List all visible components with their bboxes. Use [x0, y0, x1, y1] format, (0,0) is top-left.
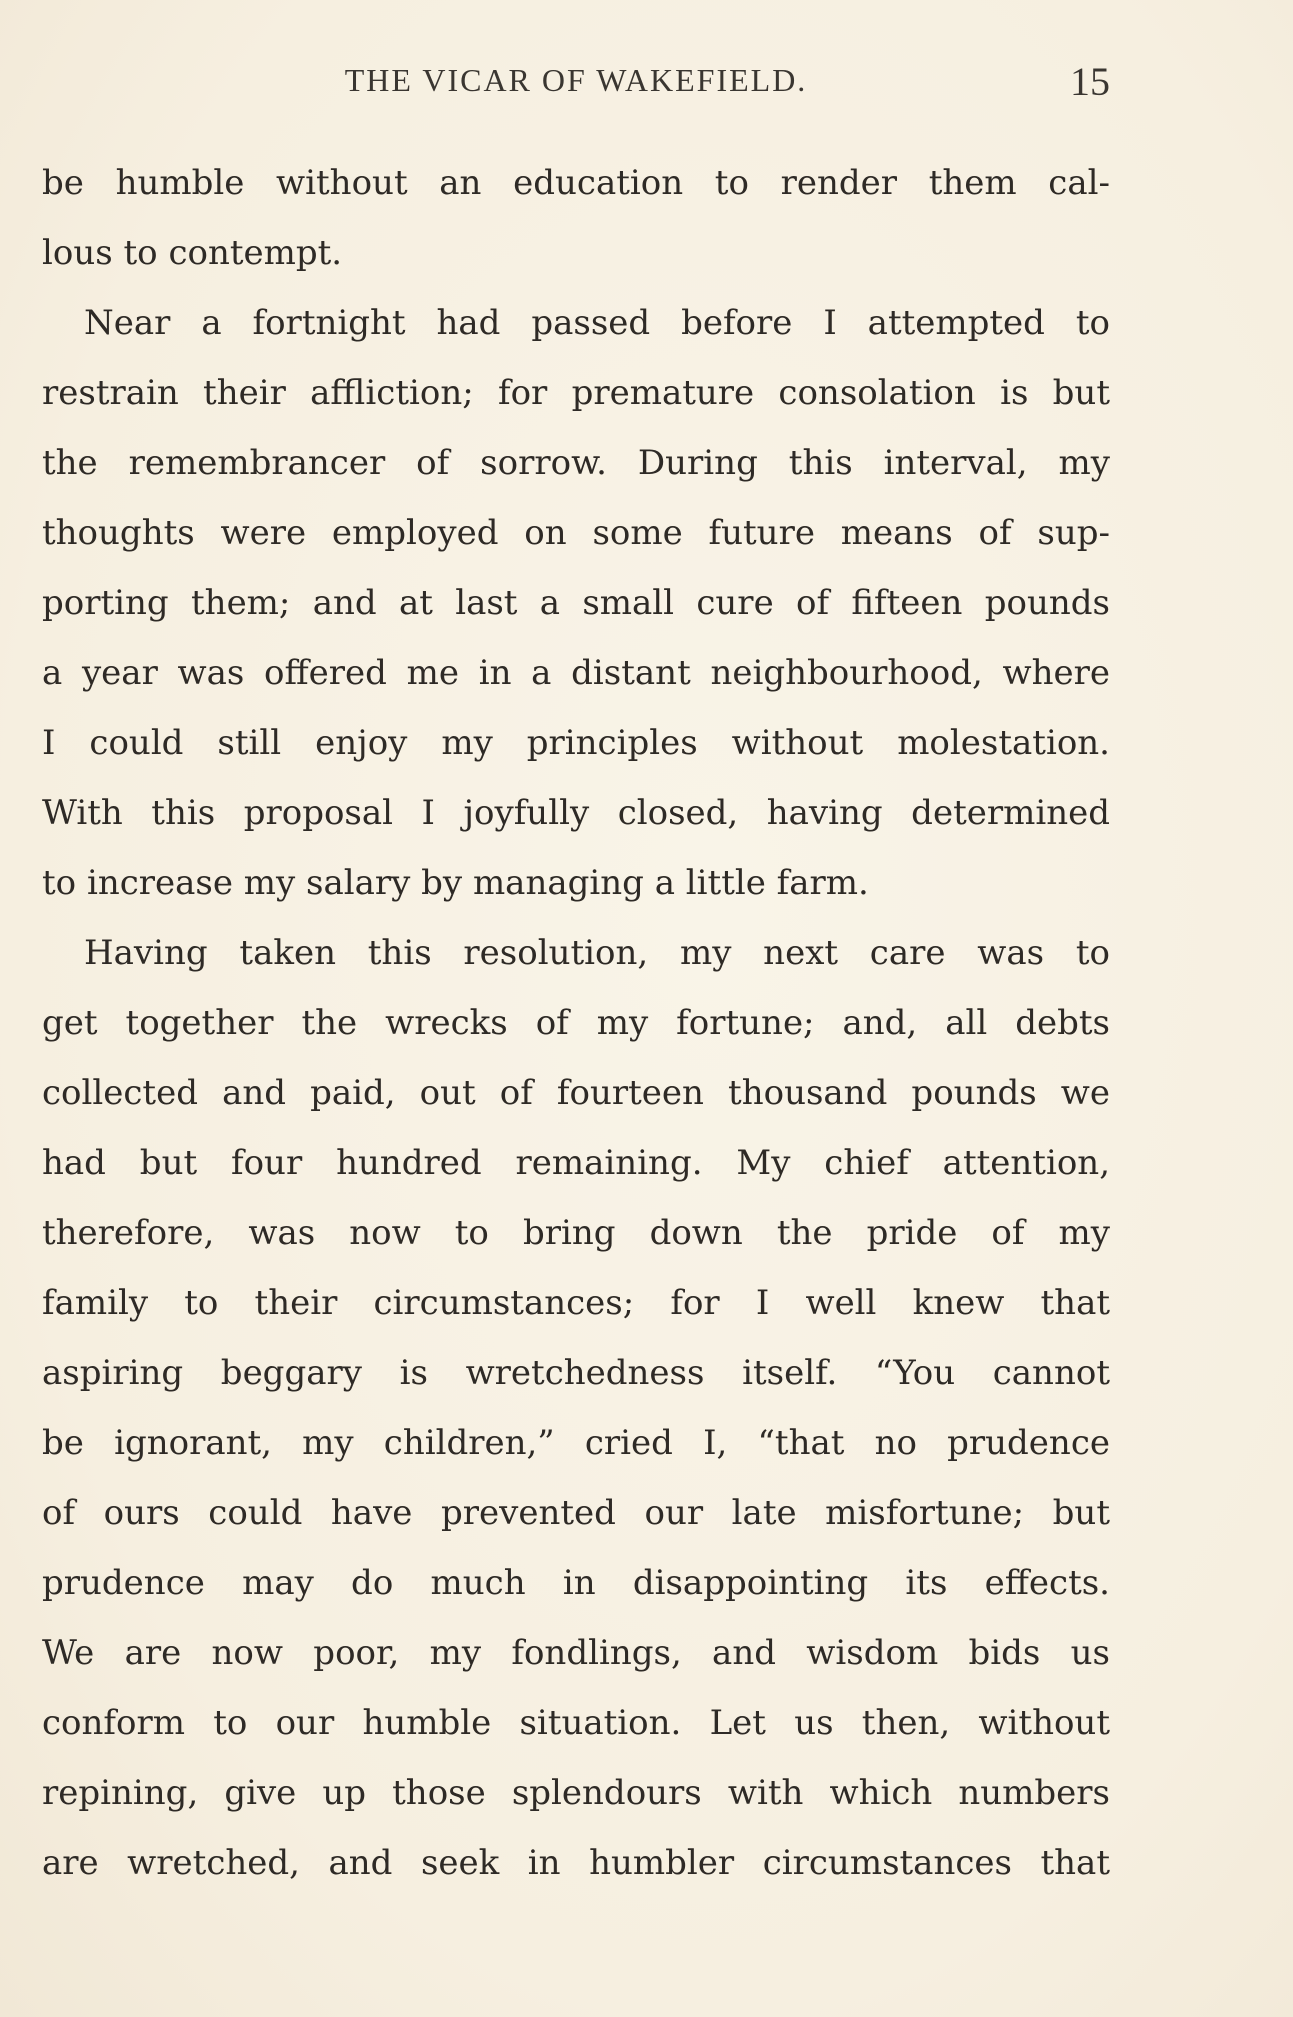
text-line: a year was offered me in a distant neighbourhood, where: [42, 653, 1110, 693]
text-line: porting them; and at last a small cure of fifteen pounds: [42, 583, 1110, 623]
text-line: get together the wrecks of my fortune; and, all debts: [42, 1003, 1110, 1043]
text-line: repining, give up those splendours with which numbers: [42, 1773, 1110, 1813]
text-line: of ours could have prevented our late misfortune; but: [42, 1493, 1110, 1533]
text-line: conform to our humble situation. Let us then, without: [42, 1703, 1110, 1743]
text-line: therefore, was now to bring down the pride of my: [42, 1213, 1110, 1253]
running-head: [42, 59, 1110, 112]
text-line: are wretched, and seek in humbler circumstances that: [42, 1843, 1110, 1883]
page-number: 15: [1070, 59, 1110, 104]
text-line: the remembrancer of sorrow. During this interval, my: [42, 443, 1110, 483]
text-line: Having taken this resolution, my next care was to: [84, 933, 1110, 973]
text-line: With this proposal I joyfully closed, having determined: [42, 793, 1110, 833]
text-line: collected and paid, out of fourteen thousand pounds we: [42, 1073, 1110, 1113]
text-line: aspiring beggary is wretchedness itself. “You cannot: [42, 1353, 1110, 1393]
text-line: restrain their affliction; for premature consolation is but: [42, 373, 1110, 413]
text-line: lous to contempt.: [42, 233, 343, 273]
text-line: We are now poor, my fondlings, and wisdom bids us: [42, 1633, 1110, 1673]
text-line: be humble without an education to render them cal-: [42, 163, 1110, 203]
text-line: Near a fortnight had passed before I attempted to: [84, 303, 1110, 343]
body-text: [42, 148, 1110, 1898]
text-line: had but four hundred remaining. My chief attention,: [42, 1143, 1110, 1183]
text-line: prudence may do much in disappointing its effects.: [42, 1563, 1110, 1603]
running-title: THE VICAR OF WAKEFIELD.: [344, 62, 808, 98]
text-line: I could still enjoy my principles without molestation.: [42, 723, 1110, 763]
text-line: family to their circumstances; for I well knew that: [42, 1283, 1110, 1323]
text-line: thoughts were employed on some future means of sup-: [42, 513, 1110, 553]
text-line: to increase my salary by managing a little farm.: [42, 863, 869, 903]
text-line: be ignorant, my children,” cried I, “that no prudence: [42, 1423, 1110, 1463]
